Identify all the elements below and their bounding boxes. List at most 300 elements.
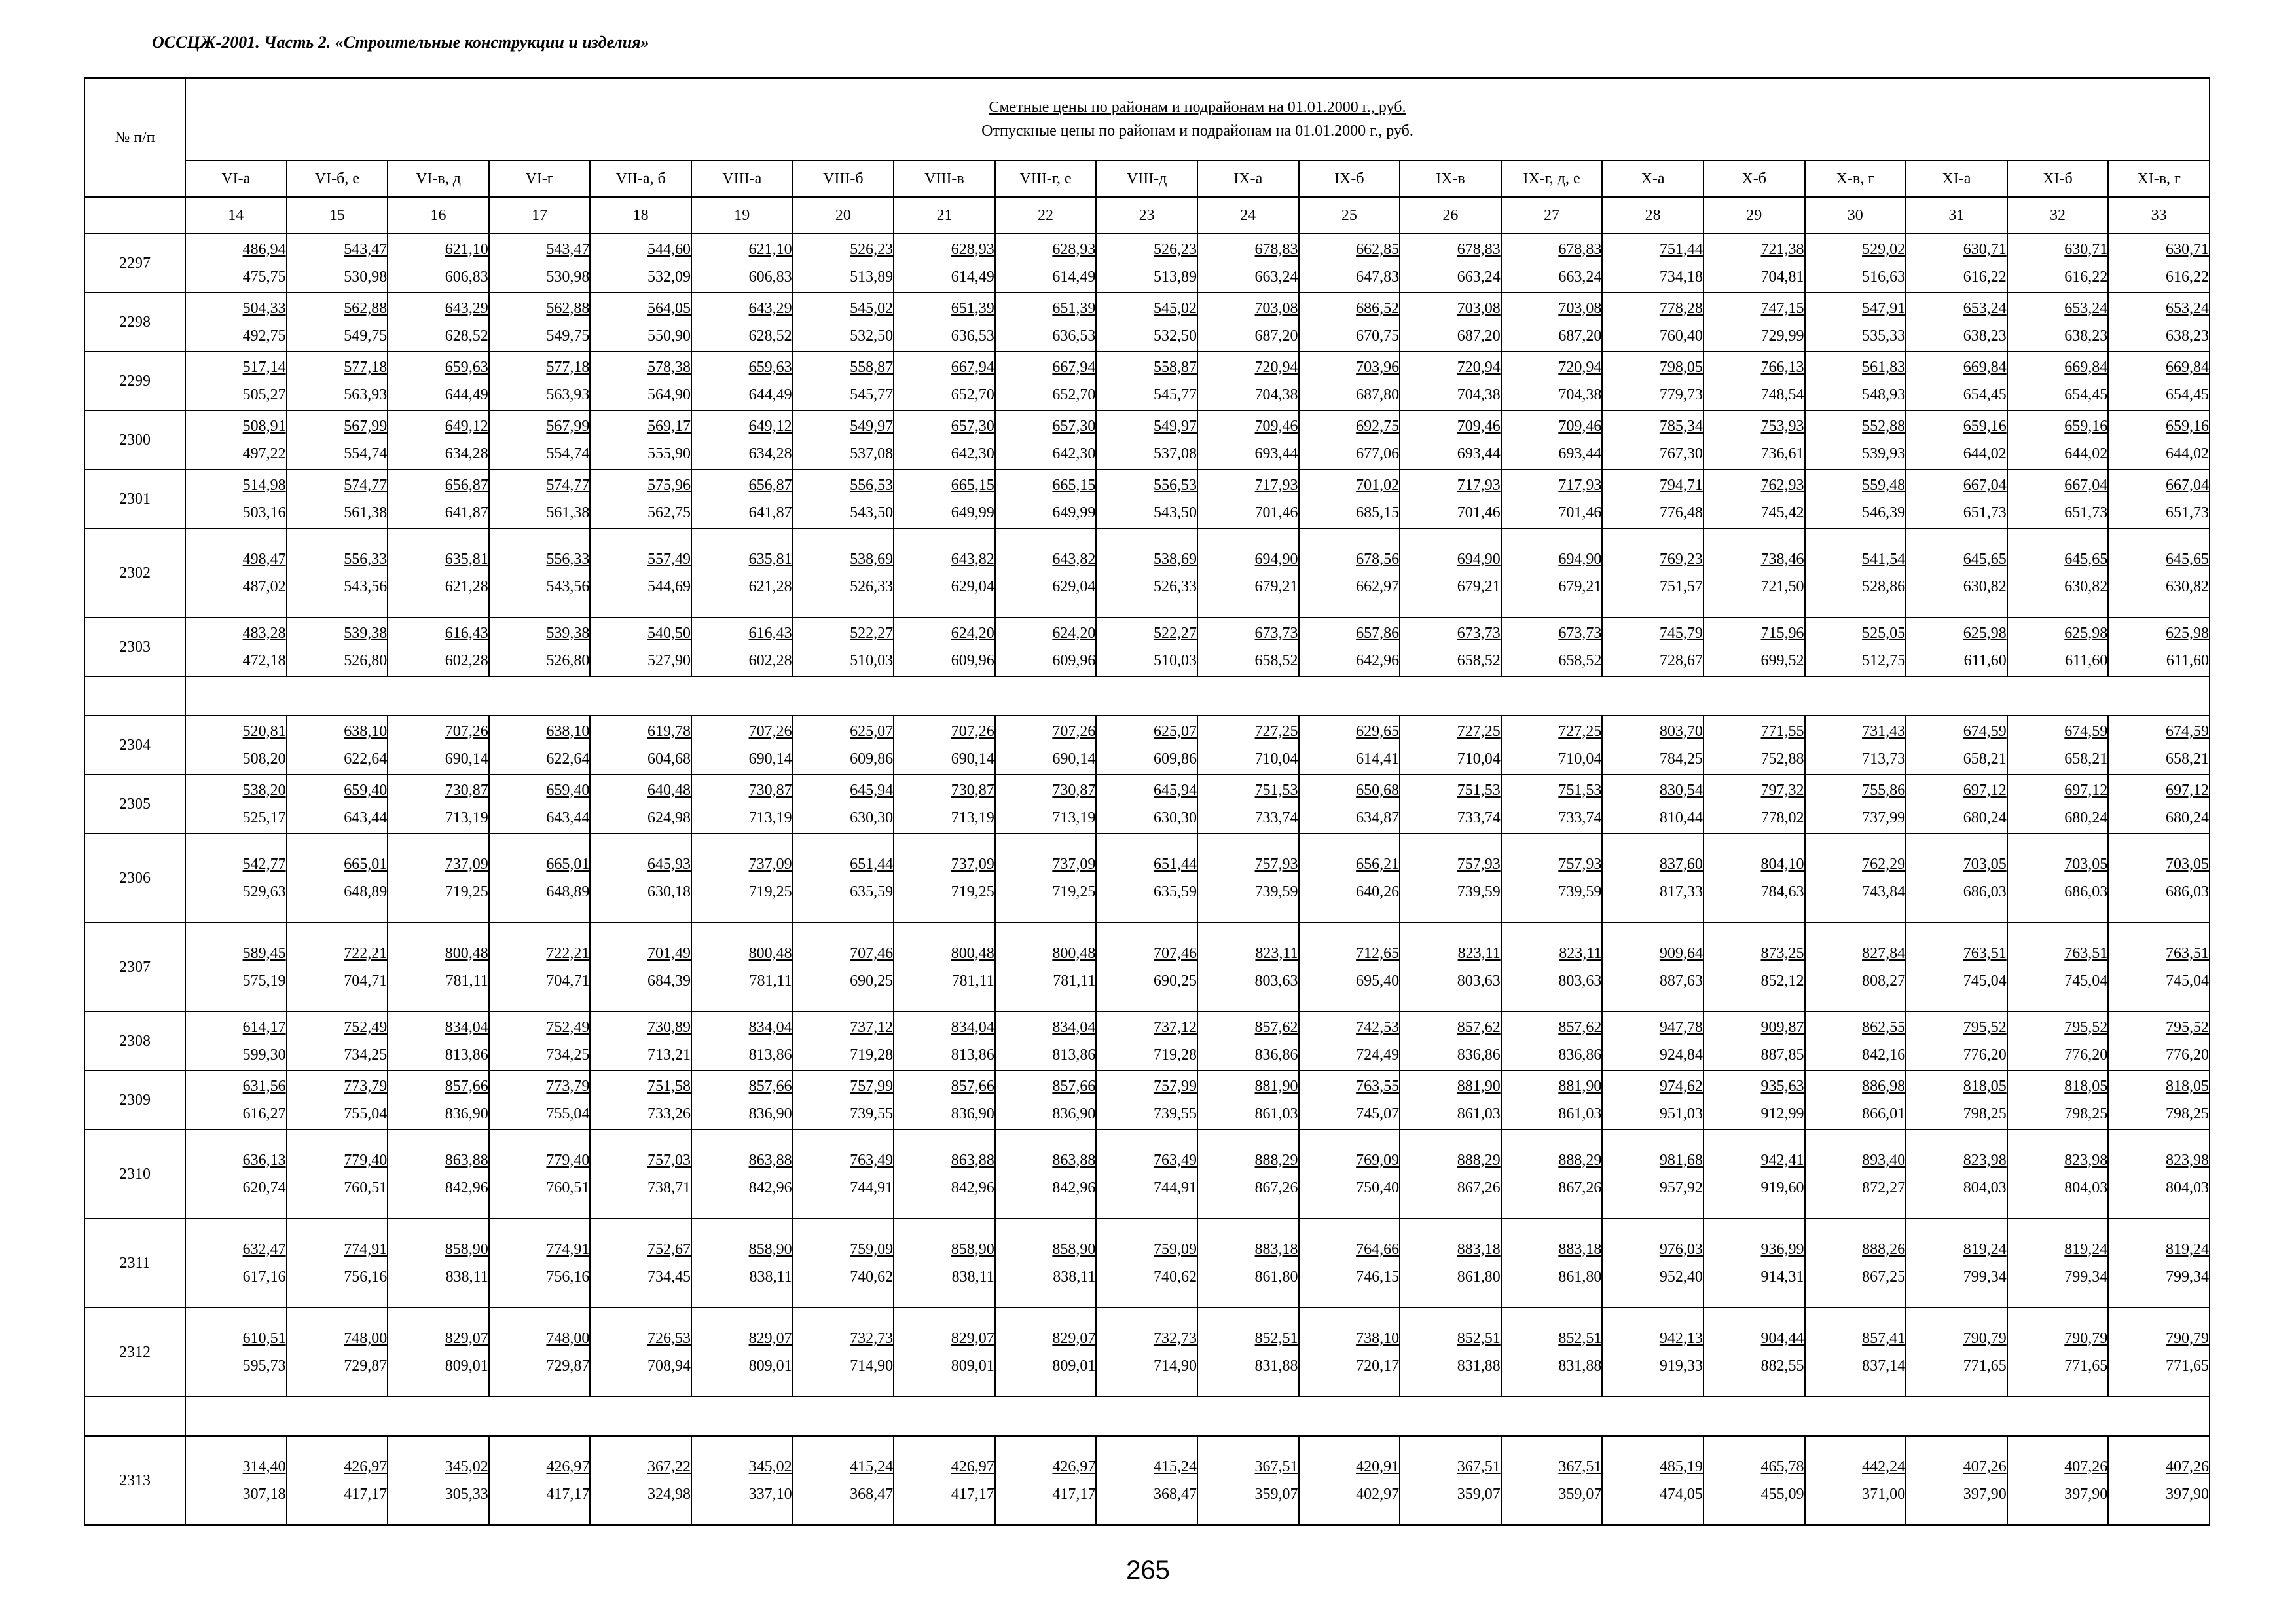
release-price: 721,50 <box>1760 578 1804 595</box>
estimate-price: 709,46 <box>1254 417 1298 435</box>
region-header: VIII-б <box>793 160 894 197</box>
estimate-price: 659,63 <box>445 358 488 376</box>
price-cell <box>691 1219 793 1308</box>
release-price: 651,73 <box>2166 504 2209 521</box>
price-cell <box>1704 1308 1805 1397</box>
price-cell <box>894 923 995 1012</box>
release-price: 644,02 <box>2166 445 2209 462</box>
price-cell <box>1906 834 2007 923</box>
price-cell <box>1805 1071 1906 1130</box>
release-price: 887,85 <box>1760 1046 1804 1063</box>
estimate-price: 630,71 <box>2064 240 2108 258</box>
release-price: 539,93 <box>1862 445 1906 462</box>
price-cell <box>1805 470 1906 528</box>
price-cell <box>995 1219 1097 1308</box>
release-price: 781,11 <box>951 972 994 989</box>
release-price: 642,30 <box>951 445 994 462</box>
price-cell <box>793 1012 894 1071</box>
release-price: 679,21 <box>1558 578 1602 595</box>
estimate-price: 673,73 <box>1254 624 1298 642</box>
price-cell <box>691 293 793 352</box>
release-price: 771,65 <box>2166 1357 2209 1375</box>
release-price: 525,17 <box>242 809 286 826</box>
release-price: 756,16 <box>344 1268 388 1285</box>
price-cell <box>894 1308 995 1397</box>
release-price: 644,02 <box>2064 445 2108 462</box>
position-number: 2299 <box>84 352 185 411</box>
release-price: 359,07 <box>1558 1485 1602 1503</box>
release-price: 861,80 <box>1457 1268 1501 1285</box>
release-price: 798,25 <box>1963 1105 2007 1122</box>
price-cell <box>793 1071 894 1130</box>
estimate-price: 498,47 <box>242 550 286 568</box>
estimate-price: 628,93 <box>1052 240 1096 258</box>
title-release: Отпускные цены по районам и подрайонам на 01.01.2000 г., руб. <box>981 122 1413 139</box>
estimate-price: 667,04 <box>1963 476 2007 494</box>
price-cell <box>1400 1012 1501 1071</box>
release-price: 654,45 <box>1963 386 2007 403</box>
price-cell <box>691 1012 793 1071</box>
estimate-price: 659,16 <box>2064 417 2108 435</box>
estimate-price: 737,09 <box>748 855 792 873</box>
estimate-price: 720,94 <box>1254 358 1298 376</box>
release-price: 733,74 <box>1558 809 1602 826</box>
price-cell <box>590 1219 691 1308</box>
release-price: 649,99 <box>1052 504 1096 521</box>
release-price: 652,70 <box>951 386 994 403</box>
release-price: 544,69 <box>647 578 691 595</box>
price-cell <box>489 1130 591 1219</box>
release-price: 804,03 <box>2064 1179 2108 1196</box>
release-price: 739,55 <box>850 1105 894 1122</box>
estimate-price: 823,98 <box>2166 1151 2209 1169</box>
price-cell <box>1602 834 1704 923</box>
release-price: 813,86 <box>748 1046 792 1063</box>
estimate-price: 539,38 <box>546 624 590 642</box>
release-price: 719,28 <box>850 1046 894 1063</box>
estimate-price: 656,87 <box>445 476 488 494</box>
running-head: ОССЦЖ-2001. Часть 2. «Строительные конструкции и изделия» <box>152 33 649 52</box>
estimate-price: 697,12 <box>2166 781 2209 799</box>
position-number: 2304 <box>84 716 185 775</box>
price-cell <box>1299 1012 1400 1071</box>
estimate-price: 707,46 <box>850 944 894 962</box>
price-cell <box>1501 834 1603 923</box>
price-cell <box>1602 293 1704 352</box>
release-price: 887,63 <box>1659 972 1703 989</box>
release-price: 952,40 <box>1659 1268 1703 1285</box>
release-price: 537,08 <box>850 445 894 462</box>
price-cell <box>185 234 287 293</box>
price-cell <box>1096 1219 1197 1308</box>
region-header: IX-г, д, е <box>1501 160 1603 197</box>
region-header: VI-а <box>185 160 287 197</box>
region-header: X-б <box>1704 160 1805 197</box>
estimate-price: 722,21 <box>546 944 590 962</box>
title-estimate: Сметные цены по районам и подрайонам на 01.01.2000 г., руб. <box>989 99 1406 116</box>
release-price: 530,98 <box>546 268 590 286</box>
estimate-price: 678,83 <box>1457 240 1501 258</box>
price-cell <box>287 923 388 1012</box>
price-cell <box>489 528 591 618</box>
price-cell <box>489 1071 591 1130</box>
price-cell <box>1906 1130 2007 1219</box>
price-cell <box>1906 411 2007 470</box>
price-cell <box>287 1436 388 1525</box>
price-cell <box>1602 528 1704 618</box>
price-cell <box>590 1130 691 1219</box>
release-price: 652,70 <box>1052 386 1096 403</box>
estimate-price: 631,56 <box>242 1077 286 1095</box>
price-cell <box>1299 834 1400 923</box>
price-cell <box>388 775 489 834</box>
price-cell <box>793 528 894 618</box>
estimate-price: 483,28 <box>242 624 286 642</box>
release-price: 563,93 <box>344 386 388 403</box>
price-cell <box>1501 352 1603 411</box>
price-cell <box>894 1436 995 1525</box>
release-price: 760,51 <box>546 1179 590 1196</box>
release-price: 809,01 <box>748 1357 792 1375</box>
release-price: 663,24 <box>1457 268 1501 286</box>
release-price: 528,86 <box>1862 578 1906 595</box>
release-price: 359,07 <box>1254 1485 1298 1503</box>
price-cell <box>590 411 691 470</box>
estimate-price: 904,44 <box>1760 1329 1804 1347</box>
release-price: 771,65 <box>2064 1357 2108 1375</box>
table-row <box>84 470 2210 528</box>
estimate-price: 657,86 <box>1356 624 1400 642</box>
release-price: 622,64 <box>344 750 388 767</box>
price-cell <box>287 1130 388 1219</box>
price-cell <box>388 293 489 352</box>
estimate-price: 508,91 <box>242 417 286 435</box>
price-cell <box>1197 1130 1299 1219</box>
price-cell <box>287 528 388 618</box>
price-cell <box>287 834 388 923</box>
release-price: 307,18 <box>242 1485 286 1503</box>
estimate-price: 773,79 <box>546 1077 590 1095</box>
estimate-price: 465,78 <box>1760 1458 1804 1475</box>
table-row <box>84 618 2210 676</box>
price-cell <box>1096 411 1197 470</box>
release-price: 640,26 <box>1356 883 1400 900</box>
release-price: 724,49 <box>1356 1046 1400 1063</box>
price-cell <box>1400 923 1501 1012</box>
release-price: 704,38 <box>1558 386 1602 403</box>
release-price: 798,25 <box>2064 1105 2108 1122</box>
price-cell <box>1501 618 1603 676</box>
release-price: 831,88 <box>1457 1357 1501 1375</box>
price-cell <box>1805 1436 1906 1525</box>
estimate-price: 790,79 <box>2166 1329 2209 1347</box>
price-cell <box>1501 1219 1603 1308</box>
release-price: 604,68 <box>647 750 691 767</box>
estimate-price: 717,93 <box>1457 476 1501 494</box>
price-cell <box>1096 470 1197 528</box>
column-number: 23 <box>1096 197 1197 234</box>
release-price: 368,47 <box>850 1485 894 1503</box>
release-price: 638,23 <box>1963 327 2007 344</box>
release-price: 771,65 <box>1963 1357 2007 1375</box>
estimate-price: 665,01 <box>546 855 590 873</box>
release-price: 644,49 <box>748 386 792 403</box>
table-row <box>84 528 2210 618</box>
estimate-price: 819,24 <box>2166 1240 2209 1258</box>
release-price: 836,90 <box>748 1105 792 1122</box>
estimate-price: 751,58 <box>647 1077 691 1095</box>
price-cell <box>1400 775 1501 834</box>
estimate-price: 345,02 <box>445 1458 488 1475</box>
release-price: 630,18 <box>647 883 691 900</box>
price-cell <box>185 352 287 411</box>
estimate-price: 751,53 <box>1558 781 1602 799</box>
release-price: 532,50 <box>850 327 894 344</box>
estimate-price: 649,12 <box>445 417 488 435</box>
release-price: 609,86 <box>1153 750 1197 767</box>
release-price: 690,25 <box>1153 972 1197 989</box>
region-header: IX-б <box>1299 160 1400 197</box>
position-number: 2311 <box>84 1219 185 1308</box>
estimate-price: 485,19 <box>1659 1458 1703 1475</box>
price-cell <box>590 234 691 293</box>
estimate-price: 751,53 <box>1457 781 1501 799</box>
release-price: 738,71 <box>647 1179 691 1196</box>
estimate-price: 717,93 <box>1254 476 1298 494</box>
release-price: 710,04 <box>1457 750 1501 767</box>
estimate-price: 651,44 <box>1153 855 1197 873</box>
price-cell <box>489 470 591 528</box>
estimate-price: 543,47 <box>344 240 388 258</box>
release-price: 776,48 <box>1659 504 1703 521</box>
price-cell <box>1805 1130 1906 1219</box>
price-cell <box>185 528 287 618</box>
release-price: 417,17 <box>951 1485 994 1503</box>
release-price: 670,75 <box>1356 327 1400 344</box>
release-price: 842,96 <box>951 1179 994 1196</box>
estimate-price: 858,90 <box>1052 1240 1096 1258</box>
estimate-price: 625,07 <box>1153 722 1197 740</box>
price-cell <box>287 618 388 676</box>
release-price: 628,52 <box>445 327 488 344</box>
release-price: 680,24 <box>2064 809 2108 826</box>
price-cell <box>590 528 691 618</box>
price-cell <box>1197 234 1299 293</box>
price-cell <box>1400 470 1501 528</box>
price-cell <box>1096 293 1197 352</box>
estimate-price: 976,03 <box>1659 1240 1703 1258</box>
estimate-price: 559,48 <box>1862 476 1906 494</box>
price-cell <box>793 352 894 411</box>
price-cell <box>2108 1308 2210 1397</box>
price-cell <box>287 1012 388 1071</box>
price-cell <box>894 411 995 470</box>
column-number: 21 <box>894 197 995 234</box>
estimate-price: 763,49 <box>1153 1151 1197 1169</box>
estimate-price: 667,04 <box>2064 476 2108 494</box>
price-cell <box>185 293 287 352</box>
release-price: 842,96 <box>445 1179 488 1196</box>
release-price: 872,27 <box>1862 1179 1906 1196</box>
release-price: 561,38 <box>546 504 590 521</box>
position-number: 2301 <box>84 470 185 528</box>
price-cell <box>793 470 894 528</box>
price-cell <box>2108 352 2210 411</box>
release-price: 634,87 <box>1356 809 1400 826</box>
release-price: 836,86 <box>1254 1046 1298 1063</box>
price-cell <box>590 352 691 411</box>
price-cell <box>1197 1012 1299 1071</box>
price-cell <box>1197 775 1299 834</box>
price-cell <box>2108 1436 2210 1525</box>
estimate-price: 800,48 <box>445 944 488 962</box>
estimate-price: 707,46 <box>1153 944 1197 962</box>
estimate-price: 852,51 <box>1558 1329 1602 1347</box>
release-price: 803,63 <box>1254 972 1298 989</box>
release-price: 813,86 <box>951 1046 994 1063</box>
estimate-price: 624,20 <box>951 624 994 642</box>
position-number: 2300 <box>84 411 185 470</box>
release-price: 767,30 <box>1659 445 1703 462</box>
price-cell <box>185 1130 287 1219</box>
release-price: 813,86 <box>445 1046 488 1063</box>
release-price: 611,60 <box>1963 652 2007 669</box>
estimate-price: 757,99 <box>1153 1077 1197 1095</box>
release-price: 648,89 <box>344 883 388 900</box>
release-price: 662,97 <box>1356 578 1400 595</box>
release-price: 760,40 <box>1659 327 1703 344</box>
price-cell <box>691 1071 793 1130</box>
estimate-price: 426,97 <box>344 1458 388 1475</box>
estimate-price: 667,04 <box>2166 476 2209 494</box>
release-price: 417,17 <box>1052 1485 1096 1503</box>
price-cell <box>1602 716 1704 775</box>
release-price: 630,82 <box>2064 578 2108 595</box>
release-price: 734,25 <box>344 1046 388 1063</box>
price-cell <box>1501 923 1603 1012</box>
estimate-price: 367,51 <box>1457 1458 1501 1475</box>
estimate-price: 798,05 <box>1659 358 1703 376</box>
release-price: 919,33 <box>1659 1357 1703 1375</box>
release-price: 616,27 <box>242 1105 286 1122</box>
release-price: 919,60 <box>1760 1179 1804 1196</box>
table-row <box>84 1130 2210 1219</box>
estimate-price: 643,82 <box>951 550 994 568</box>
price-cell <box>1704 293 1805 352</box>
release-price: 838,11 <box>1053 1268 1096 1285</box>
release-price: 492,75 <box>242 327 286 344</box>
estimate-price: 538,69 <box>850 550 894 568</box>
release-price: 635,59 <box>1153 883 1197 900</box>
estimate-price: 643,29 <box>748 299 792 317</box>
table-row <box>84 1071 2210 1130</box>
release-price: 658,52 <box>1254 652 1298 669</box>
release-price: 744,91 <box>850 1179 894 1196</box>
estimate-price: 610,51 <box>242 1329 286 1347</box>
estimate-price: 738,46 <box>1760 550 1804 568</box>
estimate-price: 589,45 <box>242 944 286 962</box>
price-cell <box>691 352 793 411</box>
price-cell <box>1400 618 1501 676</box>
release-price: 799,34 <box>2064 1268 2108 1285</box>
estimate-price: 665,15 <box>1052 476 1096 494</box>
release-price: 733,26 <box>647 1105 691 1122</box>
estimate-price: 862,55 <box>1862 1018 1906 1036</box>
estimate-price: 667,94 <box>951 358 994 376</box>
estimate-price: 715,96 <box>1760 624 1804 642</box>
region-header: IX-а <box>1197 160 1299 197</box>
estimate-price: 764,66 <box>1356 1240 1400 1258</box>
estimate-price: 703,08 <box>1457 299 1501 317</box>
release-price: 609,96 <box>951 652 994 669</box>
price-cell <box>1096 1308 1197 1397</box>
estimate-price: 712,65 <box>1356 944 1400 962</box>
estimate-price: 707,26 <box>1052 722 1096 740</box>
estimate-price: 732,73 <box>1153 1329 1197 1347</box>
release-price: 784,25 <box>1659 750 1703 767</box>
estimate-price: 883,18 <box>1457 1240 1501 1258</box>
price-cell <box>388 923 489 1012</box>
release-price: 337,10 <box>748 1485 792 1503</box>
price-cell <box>691 1308 793 1397</box>
price-cell <box>1805 775 1906 834</box>
estimate-price: 659,63 <box>748 358 792 376</box>
release-price: 914,31 <box>1760 1268 1804 1285</box>
price-cell <box>1704 1219 1805 1308</box>
price-cell <box>1501 775 1603 834</box>
release-price: 803,63 <box>1457 972 1501 989</box>
price-cell <box>1197 618 1299 676</box>
price-cell <box>995 775 1097 834</box>
estimate-price: 785,34 <box>1659 417 1703 435</box>
price-cell <box>2007 1130 2109 1219</box>
estimate-price: 893,40 <box>1862 1151 1906 1169</box>
release-price: 836,90 <box>445 1105 488 1122</box>
release-price: 324,98 <box>647 1485 691 1503</box>
price-cell <box>995 716 1097 775</box>
release-price: 719,25 <box>951 883 994 900</box>
price-cell <box>793 293 894 352</box>
price-cell <box>1197 923 1299 1012</box>
price-cell <box>1400 1308 1501 1397</box>
estimate-price: 974,62 <box>1659 1077 1703 1095</box>
estimate-price: 779,40 <box>344 1151 388 1169</box>
price-cell <box>590 618 691 676</box>
estimate-price: 529,02 <box>1862 240 1906 258</box>
price-cell <box>1299 1071 1400 1130</box>
price-cell <box>2108 470 2210 528</box>
release-price: 778,02 <box>1760 809 1804 826</box>
release-price: 740,62 <box>1153 1268 1197 1285</box>
estimate-price: 747,15 <box>1760 299 1804 317</box>
estimate-price: 367,51 <box>1254 1458 1298 1475</box>
release-price: 733,74 <box>1457 809 1501 826</box>
price-cell <box>287 1308 388 1397</box>
price-cell <box>1400 293 1501 352</box>
estimate-price: 857,41 <box>1862 1329 1906 1347</box>
estimate-price: 823,98 <box>1963 1151 2007 1169</box>
estimate-price: 703,05 <box>2166 855 2209 873</box>
estimate-price: 542,77 <box>242 855 286 873</box>
release-price: 687,20 <box>1558 327 1602 344</box>
release-price: 526,80 <box>344 652 388 669</box>
price-cell <box>995 352 1097 411</box>
release-price: 368,47 <box>1153 1485 1197 1503</box>
release-price: 635,59 <box>850 883 894 900</box>
column-number: 24 <box>1197 197 1299 234</box>
release-price: 402,97 <box>1356 1485 1400 1503</box>
price-cell <box>2007 411 2109 470</box>
